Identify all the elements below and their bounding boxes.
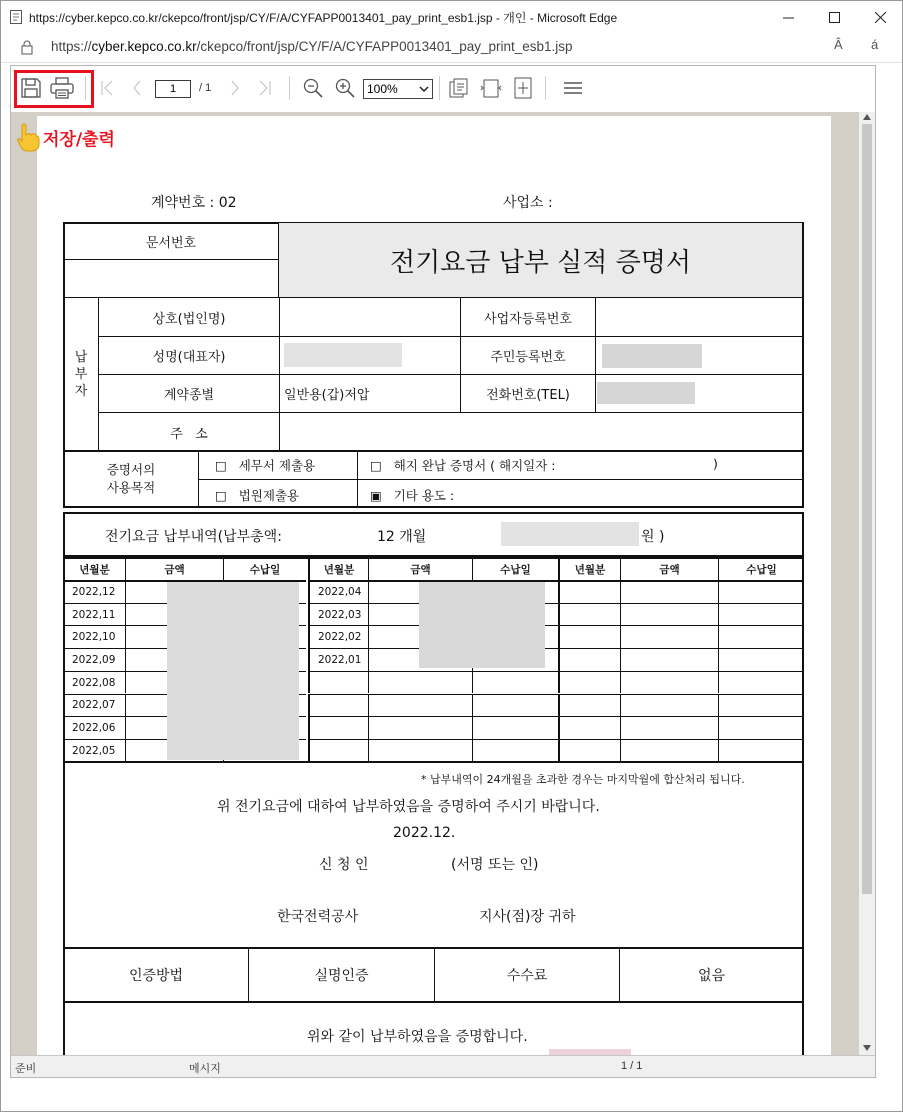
kepco-name: 한국전력공사 (277, 909, 359, 925)
table-cell (472, 739, 558, 762)
resident-number-value (595, 336, 803, 374)
url-host: cyber.kepco.co.kr (91, 39, 197, 54)
fit-page-button[interactable] (511, 74, 535, 102)
page-number-input[interactable]: 1 (155, 80, 191, 98)
doc-number-label: 문서번호 (145, 236, 197, 251)
table-cell (558, 625, 620, 648)
document-title: 전기요금 납부 실적 증명서 (278, 223, 802, 298)
table-header-cell: 년월분 (558, 558, 620, 580)
month-cell: 2022,02 (308, 625, 368, 648)
row-divider (64, 259, 278, 260)
table-cell (308, 671, 368, 694)
table-cell (718, 739, 804, 762)
table-header-cell: 금액 (125, 558, 223, 580)
table-cell (472, 716, 558, 739)
last-page-button[interactable] (255, 74, 275, 102)
table-cell (620, 603, 718, 626)
document-page (37, 116, 831, 1055)
purpose-other-label: 기타 용도 : (393, 488, 455, 503)
last-page-icon (258, 80, 272, 96)
close-icon (875, 12, 886, 23)
table-header-cell: 수납일 (223, 558, 306, 580)
table-cell (308, 716, 368, 739)
save-print-highlight (14, 70, 94, 108)
sign-label: (서명 또는 인) (451, 857, 539, 873)
table-cell (368, 716, 472, 739)
purpose-tax-label: 세무서 제출용 (238, 458, 316, 473)
lock-icon[interactable] (21, 40, 33, 55)
table-cell (558, 716, 620, 739)
purpose-cancel-option[interactable] (370, 456, 556, 474)
table-cell (308, 739, 368, 762)
zoom-in-button[interactable] (333, 74, 357, 102)
purpose-cancel-label: 해지 완납 증명서 ( 해지일자 : (393, 458, 556, 473)
table-cell (620, 694, 718, 717)
purpose-court-option[interactable] (215, 486, 299, 504)
maximize-button[interactable] (811, 1, 857, 33)
applicant-label: 신 청 인 (319, 857, 369, 873)
month-cell: 2022,03 (308, 603, 368, 626)
month-cell: 2022,12 (64, 580, 125, 603)
address-label: 주 소 (98, 412, 279, 451)
month-cell: 2022,09 (64, 648, 125, 671)
month-cell: 2022,05 (64, 739, 125, 762)
company-label: 상호(법인명) (98, 298, 279, 336)
table-header-cell: 년월분 (308, 558, 368, 580)
name-label: 성명(대표자) (98, 336, 279, 374)
summary-label: 전기요금 납부내역(납부총액: (105, 529, 282, 545)
name-value (279, 336, 460, 374)
request-text: 위 전기요금에 대하여 납부하였음을 증명하여 주시기 바랍니다. (217, 799, 600, 815)
table-cell (620, 716, 718, 739)
table-cell (368, 739, 472, 762)
toolbar-separator (439, 76, 440, 100)
prev-page-button[interactable] (127, 74, 147, 102)
purpose-cancel-close: ) (713, 456, 718, 471)
table-cell (558, 671, 620, 694)
zoom-value: 100% (367, 82, 398, 96)
read-aloud-icon[interactable]: Â (834, 37, 843, 52)
page-area (11, 112, 857, 1055)
minimize-button[interactable] (765, 1, 811, 33)
row-divider (199, 479, 803, 480)
next-page-icon (230, 80, 240, 96)
url-scheme: https:// (51, 39, 92, 54)
scroll-up-icon[interactable] (862, 113, 872, 121)
month-cell: 2022,04 (308, 580, 368, 603)
redacted-name (284, 343, 402, 367)
next-page-button[interactable] (225, 74, 245, 102)
first-page-button[interactable] (97, 74, 117, 102)
month-cell: 2022,08 (64, 671, 125, 694)
table-cell (472, 671, 558, 694)
table-cell (472, 694, 558, 717)
purpose-tax-option[interactable] (215, 456, 315, 474)
table-cell (620, 648, 718, 671)
purpose-label: 증명서의 사용목적 (106, 462, 156, 495)
month-cell: 2022,01 (308, 648, 368, 671)
table-header-cell: 수납일 (718, 558, 804, 580)
fee-label: 수수료 (434, 948, 619, 1002)
branch-name: 지사(점)장 귀하 (479, 909, 576, 925)
purpose-other-option[interactable] (370, 486, 454, 504)
zoom-in-icon (335, 78, 355, 98)
redacted-tel (597, 382, 695, 404)
maximize-icon (829, 12, 840, 23)
table-cell (558, 739, 620, 762)
pointing-hand-icon (15, 122, 41, 152)
request-section (63, 761, 804, 949)
table-cell (558, 648, 620, 671)
redacted-amounts-middle (419, 582, 545, 668)
table-cell (368, 671, 472, 694)
table-cell (718, 671, 804, 694)
table-header-cell: 금액 (368, 558, 472, 580)
window-title: https://cyber.kepco.co.kr/ckepco/front/jsp/CY/F/A/CYFAPP0013401_pay_print_esb1.jsp - 개인 - Microsoft Edge (29, 11, 618, 25)
menu-button[interactable] (561, 74, 585, 102)
redacted-amounts-left (167, 582, 299, 760)
save-print-hint-text: 저장/출력 (43, 129, 115, 150)
table-cell (620, 739, 718, 762)
redacted-total (501, 522, 639, 546)
fit-page-icon (512, 77, 534, 99)
page-icon (9, 10, 23, 24)
table-cell (308, 694, 368, 717)
redacted-resident-number (602, 344, 702, 368)
table-cell (620, 625, 718, 648)
table-cell (558, 603, 620, 626)
contract-type-label: 계약종별 (98, 374, 279, 412)
checkbox-empty-icon: □ (215, 488, 227, 503)
table-cell (718, 580, 804, 603)
translate-icon[interactable]: á (871, 37, 879, 52)
company-value (279, 298, 460, 336)
contract-type-value: 일반용(갑)저압 (279, 374, 460, 412)
table-cell (368, 694, 472, 717)
resident-number-label: 주민등록번호 (460, 336, 595, 374)
export-icon (448, 77, 470, 99)
table-cell (718, 625, 804, 648)
toolbar-separator (545, 76, 546, 100)
status-ready: 준비 (15, 1063, 37, 1075)
zoom-select[interactable] (363, 79, 433, 99)
export-button[interactable] (447, 74, 471, 102)
contract-number: 계약번호 : 02 (151, 195, 237, 211)
table-cell (718, 716, 804, 739)
url-text[interactable] (51, 39, 573, 54)
status-bar (11, 1055, 875, 1077)
url-path: /ckepco/front/jsp/CY/F/A/CYFAPP0013401_pay_print_esb1.jsp (196, 39, 573, 54)
auth-method-value: 실명인증 (248, 948, 434, 1002)
purpose-court-label: 법원제출용 (238, 488, 300, 503)
table-cell (718, 694, 804, 717)
table-cell (718, 603, 804, 626)
auth-method-label: 인증방법 (128, 968, 184, 984)
table-cell (558, 580, 620, 603)
scrollbar-thumb[interactable] (862, 124, 872, 894)
summary-months: 12 개월 (377, 529, 427, 545)
viewer-toolbar (11, 66, 875, 112)
table-header-cell: 금액 (620, 558, 718, 580)
fee-value: 없음 (619, 948, 803, 1002)
fit-width-button[interactable] (479, 74, 503, 102)
scroll-down-icon[interactable] (862, 1044, 872, 1052)
biz-number-label: 사업자등록번호 (460, 298, 595, 336)
first-page-icon (100, 80, 114, 96)
month-cell: 2022,06 (64, 716, 125, 739)
status-page: 1 / 1 (621, 1060, 643, 1072)
checkbox-empty-icon: □ (370, 458, 382, 473)
prev-page-icon (132, 80, 142, 96)
note-text: * 납부내역이 24개월을 초과한 경우는 마지막월에 합산처리 됩니다. (421, 773, 745, 786)
toolbar-separator (289, 76, 290, 100)
fit-width-icon (480, 77, 502, 99)
minimize-icon (783, 12, 794, 23)
status-message: 메시지 (189, 1063, 221, 1075)
chevron-down-icon (419, 86, 429, 92)
table-header-cell: 수납일 (472, 558, 558, 580)
office-label: 사업소 : (503, 195, 553, 211)
page-total: / 1 (199, 82, 212, 94)
address-bar (1, 33, 902, 63)
certify-text: 위와 같이 납부하였음을 증명합니다. (307, 1029, 528, 1045)
table-cell (718, 648, 804, 671)
save-print-hint (15, 122, 115, 152)
address-value (279, 412, 803, 451)
report-viewer (10, 65, 876, 1078)
checkbox-checked-icon: ▣ (370, 488, 382, 503)
table-cell (558, 694, 620, 717)
request-date: 2022.12. (393, 825, 456, 841)
tel-value (595, 374, 803, 412)
table-cell (620, 671, 718, 694)
checkbox-empty-icon: □ (215, 458, 227, 473)
table-header-cell: 년월분 (79, 563, 110, 576)
tel-label: 전화번호(TEL) (460, 374, 595, 412)
month-cell: 2022,11 (64, 603, 125, 626)
vertical-scrollbar[interactable] (859, 112, 875, 1055)
biz-number-value (595, 298, 803, 336)
summary-end: 원 ) (641, 529, 665, 545)
month-cell: 2022,07 (64, 694, 125, 717)
month-cell: 2022,10 (64, 625, 125, 648)
zoom-out-icon (303, 78, 323, 98)
payer-label: 납 부 자 (74, 349, 88, 399)
title-bar (1, 1, 902, 33)
hamburger-icon (564, 81, 582, 95)
zoom-out-button[interactable] (301, 74, 325, 102)
close-button[interactable] (857, 1, 903, 33)
table-cell (620, 580, 718, 603)
